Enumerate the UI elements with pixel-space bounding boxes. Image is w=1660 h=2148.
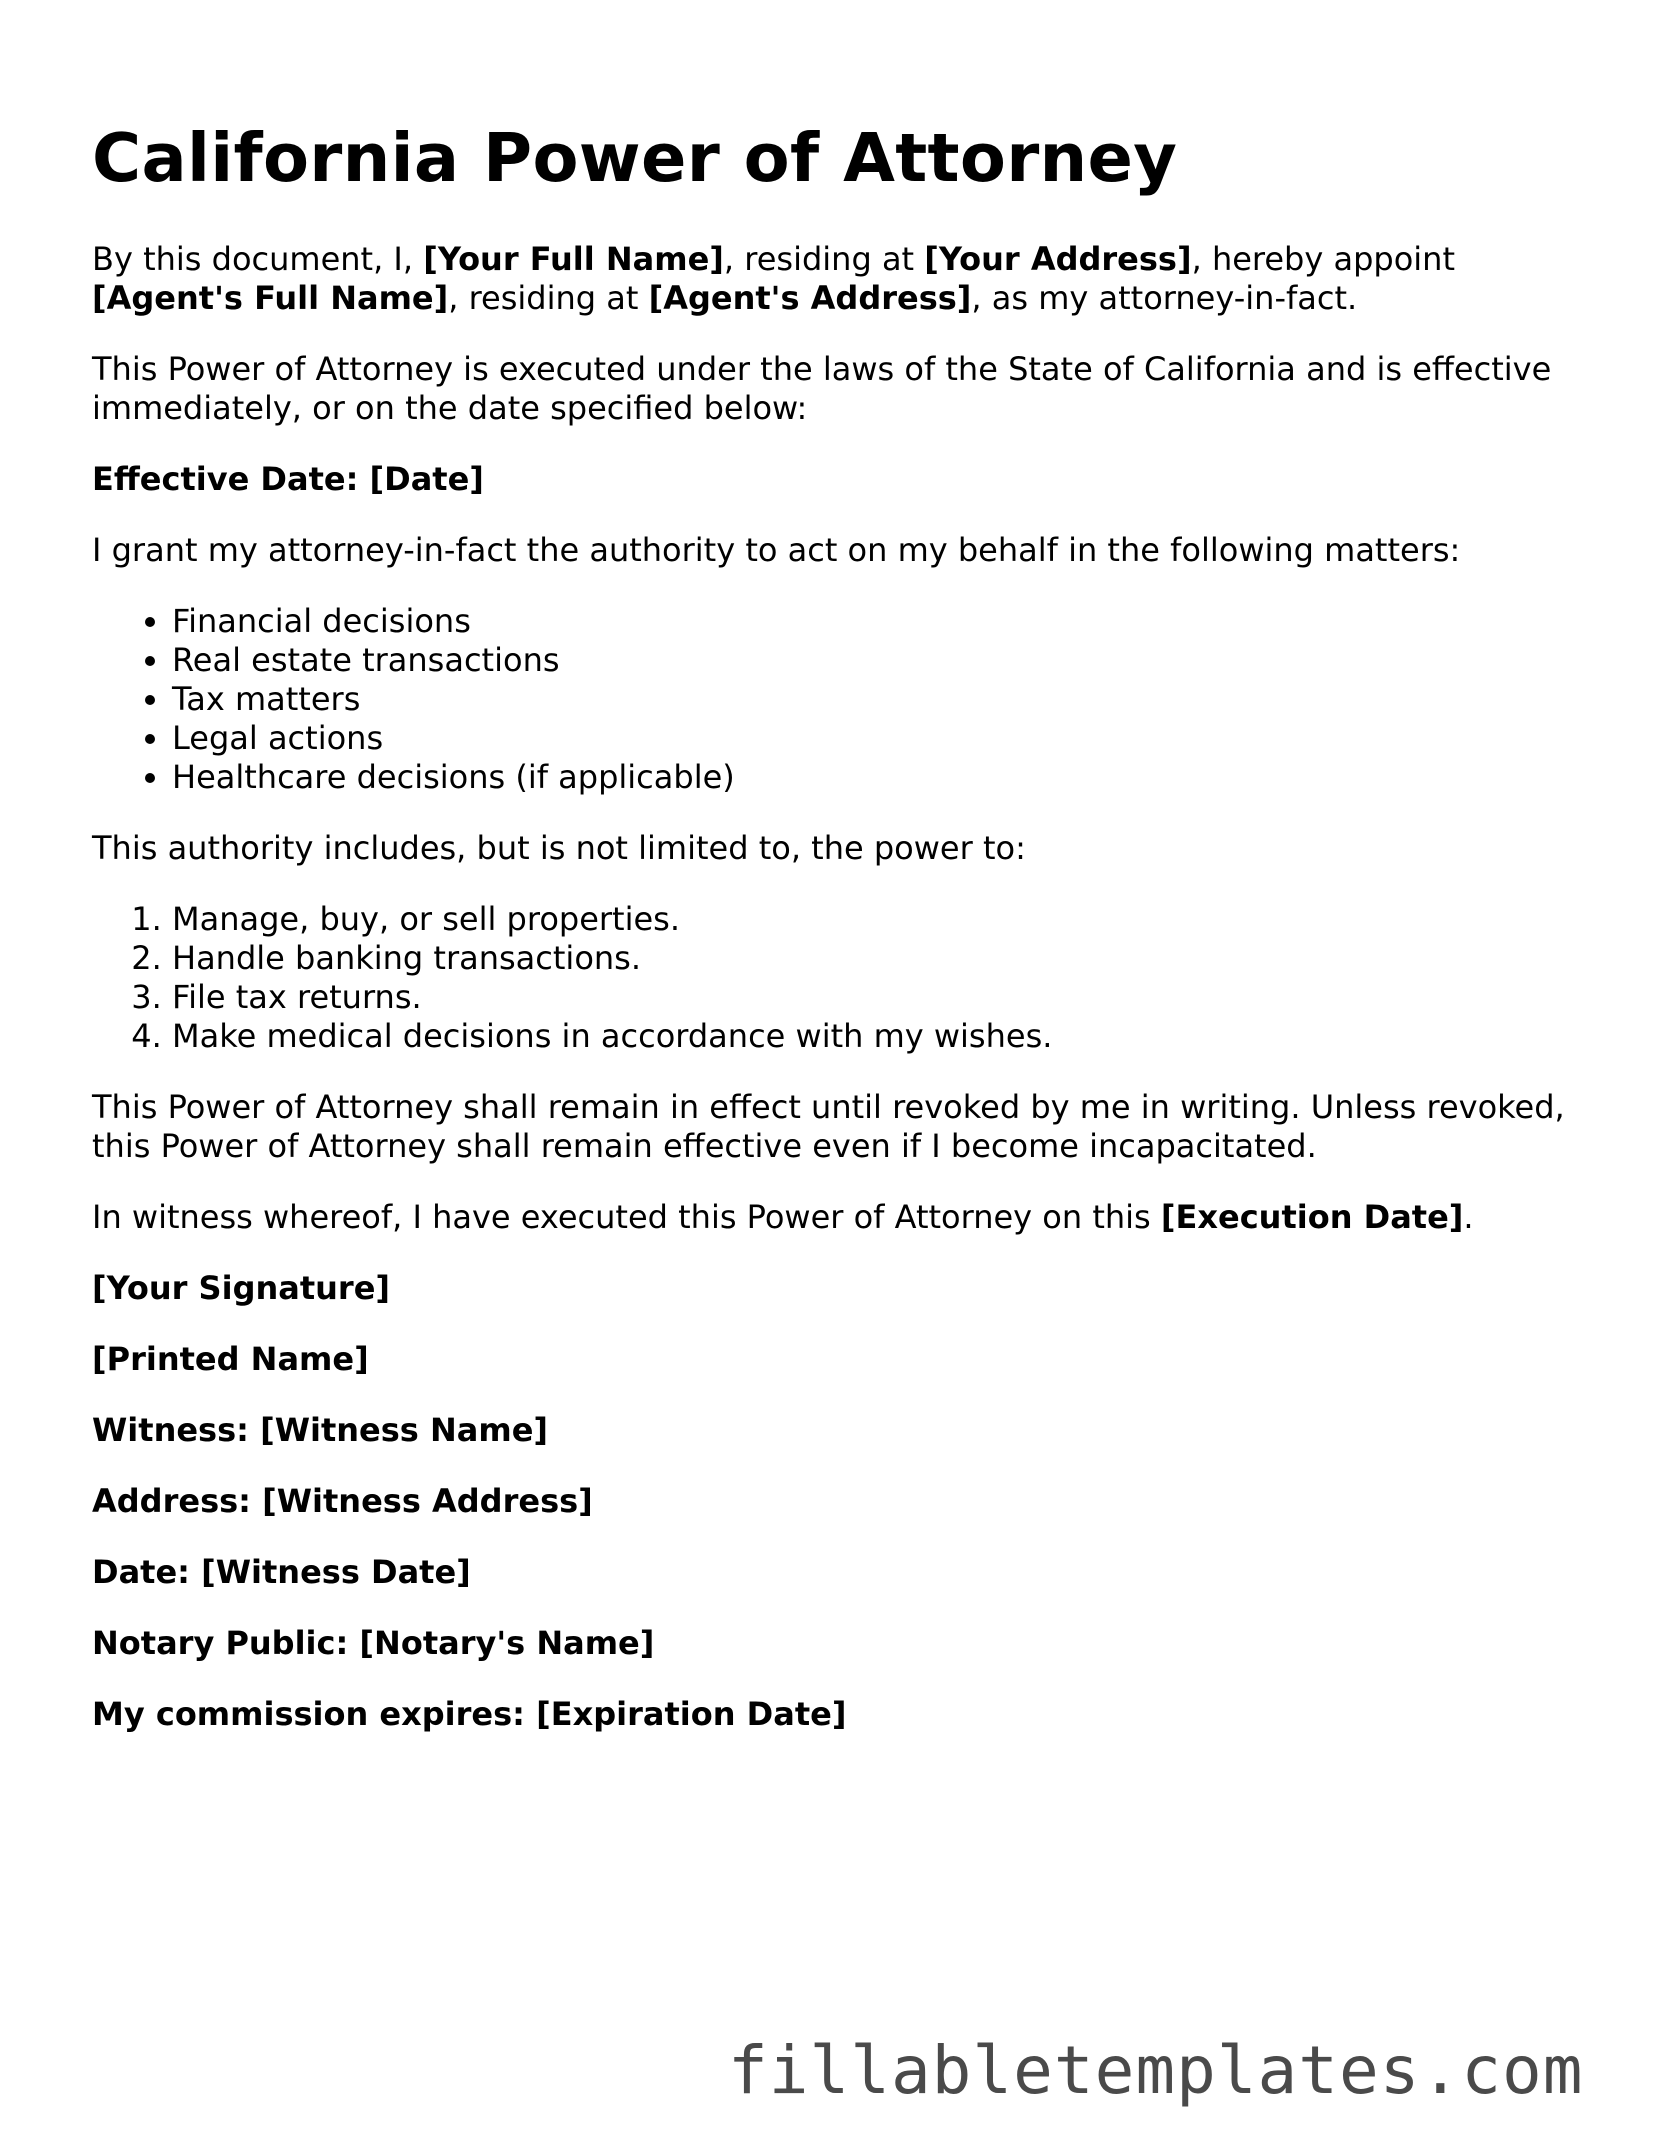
principal-name-field: [Your Full Name] bbox=[423, 240, 724, 278]
list-item: • Financial decisions bbox=[172, 602, 1572, 641]
list-item: • Healthcare decisions (if applicable) bbox=[172, 758, 1572, 797]
commission-expiration-field: My commission expires: [Expiration Date] bbox=[92, 1695, 847, 1733]
powers-intro: This authority includes, but is not limited to, the power to: bbox=[92, 829, 1026, 867]
intro-paragraph bbox=[92, 240, 1572, 318]
watermark: fillabletemplates.com bbox=[728, 2032, 1584, 2109]
law-paragraph: This Power of Attorney is executed under the laws of the State of California and is effective immediately, or on the date specified below: bbox=[92, 350, 1552, 427]
document-title: California Power of Attorney bbox=[92, 119, 1178, 197]
effective-date-field: Effective Date: [Date] bbox=[92, 460, 484, 498]
intro-text-3: , hereby appoint bbox=[1191, 240, 1455, 278]
agent-address-field: [Agent's Address] bbox=[648, 279, 972, 317]
intro-text-5: , as my attorney-in-fact. bbox=[971, 279, 1358, 317]
witness-clause-text-1: In witness whereof, I have executed this Power of Attorney on this bbox=[92, 1198, 1161, 1236]
intro-text-2: , residing at bbox=[723, 240, 925, 278]
witness-date-field: Date: [Witness Date] bbox=[92, 1553, 471, 1591]
signature-field: [Your Signature] bbox=[92, 1269, 391, 1307]
execution-date-field: [Execution Date] bbox=[1160, 1198, 1464, 1236]
witness-clause-text-2: . bbox=[1463, 1198, 1474, 1236]
printed-name-field: [Printed Name] bbox=[92, 1340, 369, 1378]
notary-name-field: Notary Public: [Notary's Name] bbox=[92, 1624, 655, 1662]
principal-address-field: [Your Address] bbox=[924, 240, 1192, 278]
list-item: • Legal actions bbox=[172, 719, 1572, 758]
powers-list bbox=[92, 900, 1572, 1056]
list-item: 4. Make medical decisions in accordance with my wishes. bbox=[172, 1017, 1572, 1056]
list-item: • Tax matters bbox=[172, 680, 1572, 719]
witness-address-field: Address: [Witness Address] bbox=[92, 1482, 593, 1520]
list-item: • Real estate transactions bbox=[172, 641, 1572, 680]
list-item: 1. Manage, buy, or sell properties. bbox=[172, 900, 1572, 939]
witness-name-field: Witness: [Witness Name] bbox=[92, 1411, 549, 1449]
document-page bbox=[92, 118, 1572, 1766]
duration-paragraph: This Power of Attorney shall remain in effect until revoked by me in writing. Unless revoked, this Power of Attorney shall remain effective even if I become incapacitated. bbox=[92, 1088, 1565, 1165]
list-item: 2. Handle banking transactions. bbox=[172, 939, 1572, 978]
intro-text-4: , residing at bbox=[448, 279, 649, 317]
matters-list bbox=[92, 602, 1572, 797]
witness-clause bbox=[92, 1198, 1572, 1237]
agent-name-field: [Agent's Full Name] bbox=[92, 279, 449, 317]
intro-text-1: By this document, I, bbox=[92, 240, 424, 278]
list-item: 3. File tax returns. bbox=[172, 978, 1572, 1017]
grant-paragraph: I grant my attorney-in-fact the authority to act on my behalf in the following matters: bbox=[92, 531, 1461, 569]
